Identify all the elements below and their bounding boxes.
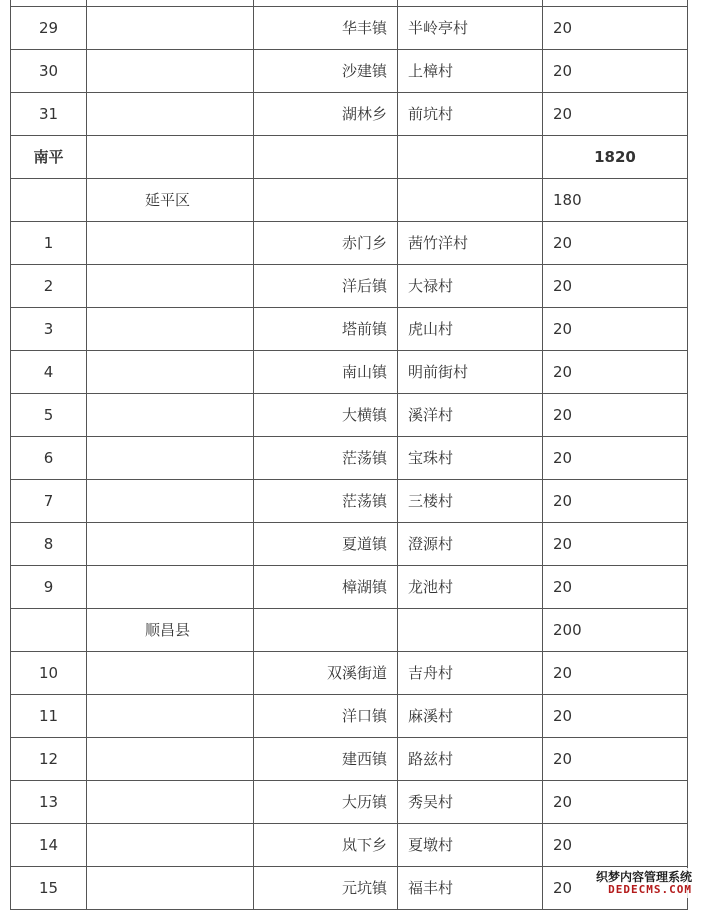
cell-village: 福丰村 xyxy=(398,867,543,910)
cell-village: 前坑村 xyxy=(398,93,543,136)
cell-number: 11 xyxy=(11,695,87,738)
cell-amount: 20 xyxy=(543,566,688,609)
cell-number: 10 xyxy=(11,652,87,695)
cell-town: 洋后镇 xyxy=(254,265,398,308)
cell-village: 宝珠村 xyxy=(398,437,543,480)
table-row xyxy=(11,480,688,523)
cell-number xyxy=(11,179,87,222)
cell-county xyxy=(87,781,254,824)
cell-county xyxy=(87,566,254,609)
cell-amount: 1820 xyxy=(543,136,688,179)
cell-number: 2 xyxy=(11,265,87,308)
table-row xyxy=(11,738,688,781)
cell-amount: 20 xyxy=(543,695,688,738)
table-row xyxy=(11,781,688,824)
cell-village: 溪洋村 xyxy=(398,394,543,437)
cell-county xyxy=(87,437,254,480)
cell-village: 路兹村 xyxy=(398,738,543,781)
cell-town: 大历镇 xyxy=(254,781,398,824)
table-row xyxy=(11,7,688,50)
cell-amount: 20 xyxy=(543,824,688,867)
cell-village: 三楼村 xyxy=(398,480,543,523)
cell-county xyxy=(87,523,254,566)
cell-county xyxy=(87,222,254,265)
cell-amount: 20 xyxy=(543,351,688,394)
dedecms-watermark xyxy=(592,868,696,898)
cell-village: 半岭亭村 xyxy=(398,7,543,50)
cell-amount: 20 xyxy=(543,265,688,308)
cell-county xyxy=(87,308,254,351)
cell-village: 茜竹洋村 xyxy=(398,222,543,265)
table-row xyxy=(11,222,688,265)
allocation-table xyxy=(10,0,688,910)
cell-amount: 20 xyxy=(543,222,688,265)
cell-village xyxy=(398,179,543,222)
cell-amount: 20 xyxy=(543,738,688,781)
cell-village xyxy=(398,136,543,179)
table-body xyxy=(11,0,688,910)
table-row xyxy=(11,50,688,93)
cell-town: 樟湖镇 xyxy=(254,566,398,609)
cell-amount: 180 xyxy=(543,179,688,222)
cell-county xyxy=(87,93,254,136)
allocation-table-container xyxy=(10,0,687,910)
cell-town xyxy=(254,609,398,652)
cell-amount: 20 xyxy=(543,7,688,50)
table-row xyxy=(11,609,688,652)
cell-county xyxy=(87,7,254,50)
cell-number: 3 xyxy=(11,308,87,351)
cell-county xyxy=(87,824,254,867)
cell-town: 元坑镇 xyxy=(254,867,398,910)
table-row xyxy=(11,867,688,910)
cell-county: 延平区 xyxy=(87,179,254,222)
cell-village: 秀吴村 xyxy=(398,781,543,824)
cell-number: 12 xyxy=(11,738,87,781)
cell-town: 洋口镇 xyxy=(254,695,398,738)
cell-county xyxy=(87,652,254,695)
watermark-title: 织梦内容管理系统 xyxy=(595,870,692,884)
cell-amount: 20 xyxy=(543,93,688,136)
cell-amount: 20 xyxy=(543,437,688,480)
cell-town: 湖林乡 xyxy=(254,93,398,136)
cell-number: 8 xyxy=(11,523,87,566)
table-row xyxy=(11,437,688,480)
cell-town: 岚下乡 xyxy=(254,824,398,867)
table-row xyxy=(11,652,688,695)
cell-county: 顺昌县 xyxy=(87,609,254,652)
cell-village: 明前街村 xyxy=(398,351,543,394)
cell-village: 吉舟村 xyxy=(398,652,543,695)
cell-amount: 20 xyxy=(543,652,688,695)
cell-county xyxy=(87,867,254,910)
cell-town: 大横镇 xyxy=(254,394,398,437)
cell-county xyxy=(87,695,254,738)
cell-county xyxy=(87,136,254,179)
table-row xyxy=(11,93,688,136)
cell-number: 31 xyxy=(11,93,87,136)
cell-amount: 20 xyxy=(543,50,688,93)
table-row xyxy=(11,824,688,867)
cell-town: 茫荡镇 xyxy=(254,480,398,523)
watermark-domain: DEDECMS.COM xyxy=(608,883,692,896)
table-row xyxy=(11,179,688,222)
cell-number: 29 xyxy=(11,7,87,50)
cell-county xyxy=(87,738,254,781)
table-row xyxy=(11,566,688,609)
cell-amount: 20 xyxy=(543,523,688,566)
cell-amount: 200 xyxy=(543,609,688,652)
cell-number: 7 xyxy=(11,480,87,523)
cell-amount: 20 xyxy=(543,781,688,824)
cell-amount: 20 xyxy=(543,308,688,351)
cell-county xyxy=(87,394,254,437)
cell-county xyxy=(87,480,254,523)
cell-number: 9 xyxy=(11,566,87,609)
cell-town: 华丰镇 xyxy=(254,7,398,50)
cell-number: 15 xyxy=(11,867,87,910)
cell-town: 赤门乡 xyxy=(254,222,398,265)
cell-amount: 20 xyxy=(543,867,688,910)
cell-number: 4 xyxy=(11,351,87,394)
table-row xyxy=(11,351,688,394)
cell-number: 13 xyxy=(11,781,87,824)
cell-amount: 20 xyxy=(543,480,688,523)
cell-number: 5 xyxy=(11,394,87,437)
cell-village: 龙池村 xyxy=(398,566,543,609)
cell-town: 塔前镇 xyxy=(254,308,398,351)
cell-number: 南平 xyxy=(11,136,87,179)
cell-town xyxy=(254,136,398,179)
cell-amount: 20 xyxy=(543,394,688,437)
cell-town: 夏道镇 xyxy=(254,523,398,566)
cell-village xyxy=(398,609,543,652)
table-row xyxy=(11,695,688,738)
cell-village: 上樟村 xyxy=(398,50,543,93)
table-row xyxy=(11,523,688,566)
cell-town: 茫荡镇 xyxy=(254,437,398,480)
cell-town: 南山镇 xyxy=(254,351,398,394)
cell-county xyxy=(87,351,254,394)
table-row xyxy=(11,308,688,351)
table-row xyxy=(11,394,688,437)
cell-town: 建西镇 xyxy=(254,738,398,781)
cell-number: 6 xyxy=(11,437,87,480)
cell-village: 夏墩村 xyxy=(398,824,543,867)
cell-village: 麻溪村 xyxy=(398,695,543,738)
table-row xyxy=(11,136,688,179)
cell-town: 沙建镇 xyxy=(254,50,398,93)
cell-village: 虎山村 xyxy=(398,308,543,351)
cell-county xyxy=(87,50,254,93)
cell-town: 双溪街道 xyxy=(254,652,398,695)
cell-number: 30 xyxy=(11,50,87,93)
cell-village: 大禄村 xyxy=(398,265,543,308)
cell-number: 14 xyxy=(11,824,87,867)
cell-number xyxy=(11,609,87,652)
table-row xyxy=(11,265,688,308)
cell-village: 澄源村 xyxy=(398,523,543,566)
cell-number: 1 xyxy=(11,222,87,265)
cell-county xyxy=(87,265,254,308)
cell-town xyxy=(254,179,398,222)
